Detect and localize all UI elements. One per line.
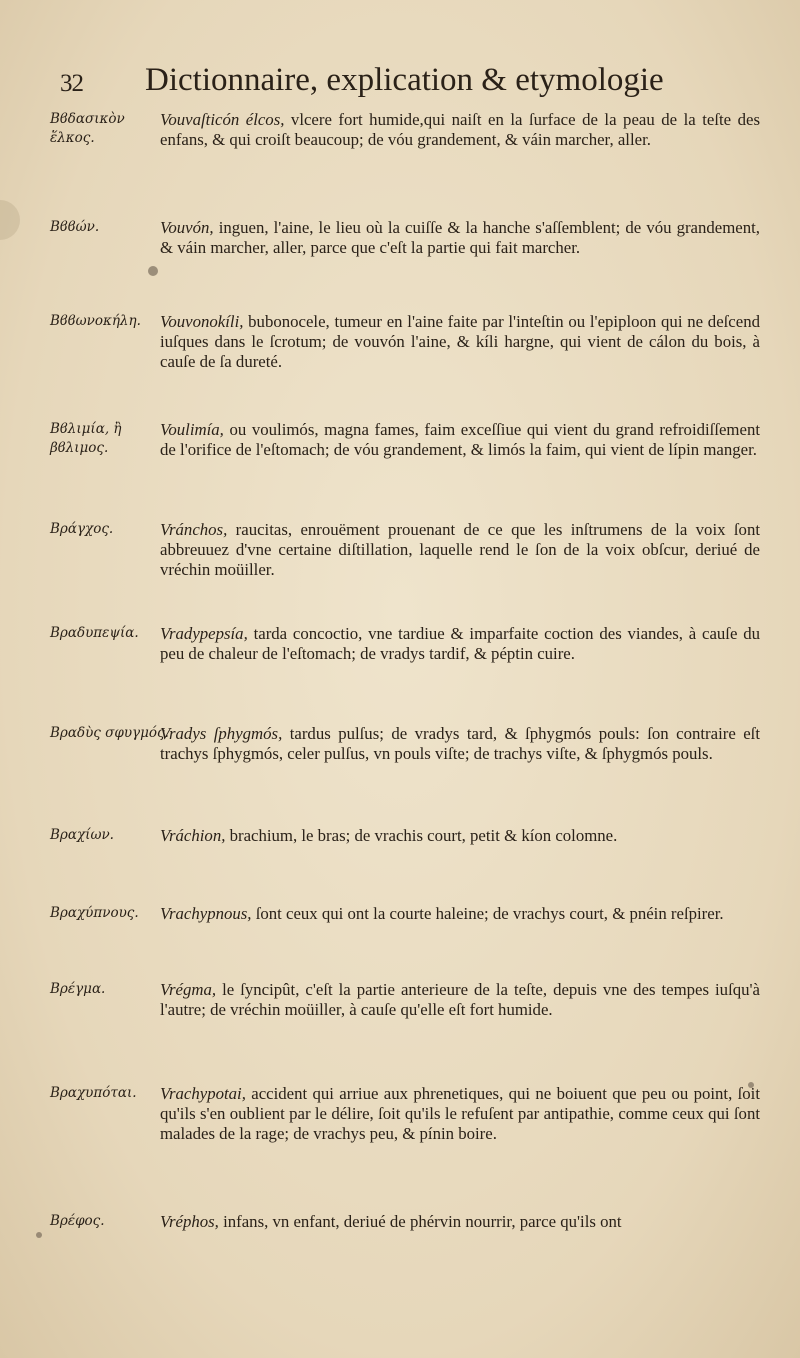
- definition: ſont ceux qui ont la courte haleine; de vrachys court, & pnéin reſpirer.: [251, 904, 724, 923]
- definition: le ſyncipût, c'eſt la partie anterieure de la teſte, depuis vne des tempes iuſqu'à l'autre; de vréchin moüiller, à cauſe qu'elle eſt fort humide.: [160, 980, 760, 1019]
- greek-term: Βραχύπνους.: [50, 905, 139, 921]
- entry-text: [160, 1084, 760, 1144]
- definition: infans, vn enfant, deriué de phérvin nourrir, parce qu'ils ont: [218, 1212, 622, 1231]
- headword: Vréphos,: [160, 1212, 219, 1231]
- greek-term: Βράγχος.: [50, 521, 114, 537]
- headword: Vouvón,: [160, 218, 214, 237]
- definition: ou voulimós, magna fames, faim exceſſiue qui vient du grand refroidiſſement de l'orifice de l'eſtomach; de vóu grandement, & limós la faim, qui vient de lípin manger.: [160, 420, 760, 459]
- entry-text: [160, 826, 760, 846]
- entry-text: [160, 218, 760, 258]
- definition: bubonocele, tumeur en l'aine faite par l'inteſtin ou l'epiploon qui ne deſcend iuſques dans le ſcrotum; de vouvón l'aine, & kíli hargne, qui vient de cálon du bois, à cauſe de ſa dureté.: [160, 312, 760, 371]
- entry-text: [160, 520, 760, 580]
- greek-term: Βϐϐών.: [50, 219, 100, 235]
- headword: Vrachypotai,: [160, 1084, 246, 1103]
- headword: Vrégma,: [160, 980, 217, 999]
- definition: tardus pulſus; de vradys tard, & ſphygmós pouls: ſon contraire eſt trachys ſphygmós, celer pulſus, vn pouls viſte; de trachys viſte, & ſphygmós pouls.: [160, 724, 760, 763]
- greek-term: Βϐδασικὸν ἕλκος.: [50, 111, 125, 146]
- greek-term: Βρέγμα.: [50, 981, 106, 997]
- definition: tarda concoctio, vne tardiue & imparfaite coction des viandes, à cauſe du peu de chaleur de l'eſtomach; de vradys tardif, & péptin cuire.: [160, 624, 760, 663]
- greek-term: Βραδὺς σφυγμός.: [50, 725, 169, 741]
- stain: [0, 200, 20, 240]
- entry-text: [160, 624, 760, 664]
- headword: Vráchion,: [160, 826, 226, 845]
- page-number: 32: [60, 70, 83, 97]
- entry-text: [160, 724, 760, 764]
- greek-term: Βϐλιμία, ἢ βϐλιμος.: [50, 421, 122, 456]
- headword: Vránchos,: [160, 520, 228, 539]
- headword: Voulimía,: [160, 420, 224, 439]
- headword: Vouvonokíli,: [160, 312, 244, 331]
- definition: vlcere fort humide,qui naiſt en la ſurface de la peau de la teſte des enfans, & qui croiſt beaucoup; de vóu grandement, & váin marcher, aller.: [160, 110, 760, 149]
- entry-text: [160, 1212, 760, 1232]
- greek-term: Βραχίων.: [50, 827, 114, 843]
- definition: brachium, le bras; de vrachis court, petit & kíon colomne.: [225, 826, 618, 845]
- greek-term: Βραδυπεψία.: [50, 625, 139, 641]
- headword: Vradys ſphygmós,: [160, 724, 283, 743]
- page-header: [60, 62, 760, 102]
- entry-text: [160, 110, 760, 150]
- ink-blot: [36, 1232, 42, 1238]
- ink-blot: [148, 266, 158, 276]
- definition: accident qui arriue aux phrenetiques, qui ne boiuent que peu ou point, ſoit qu'ils s'en oublient par le délire, ſoit qu'ils le refuſent par antipathie, comme ceux qui ſont malades de la rage; de vrachys peu, & pínin boire.: [160, 1084, 760, 1143]
- headword: Vouvaſticón élcos,: [160, 110, 285, 129]
- greek-term: Βραχυπόται.: [50, 1085, 137, 1101]
- definition: raucitas, enrouëment prouenant de ce que les inſtrumens de la voix ſont abbreuuez d'vne certaine diſtillation, laquelle rend le ſon de la voix obſcur, deriué de vréchin moüiller.: [160, 520, 760, 579]
- greek-term: Βρέφος.: [50, 1213, 105, 1229]
- running-title: Dictionnaire, explication & etymologie: [145, 62, 664, 98]
- headword: Vradypepsía,: [160, 624, 248, 643]
- greek-term: Βϐϐωνοκήλη.: [50, 313, 141, 329]
- entry-text: [160, 420, 760, 460]
- definition: inguen, l'aine, le lieu où la cuiſſe & la hanche s'aſſemblent; de vóu grandement, & váin marcher, aller, parce que c'eſt la partie qui fait marcher.: [160, 218, 760, 257]
- entry-text: [160, 980, 760, 1020]
- entry-text: [160, 904, 760, 924]
- entry-text: [160, 312, 760, 372]
- headword: Vrachypnous,: [160, 904, 252, 923]
